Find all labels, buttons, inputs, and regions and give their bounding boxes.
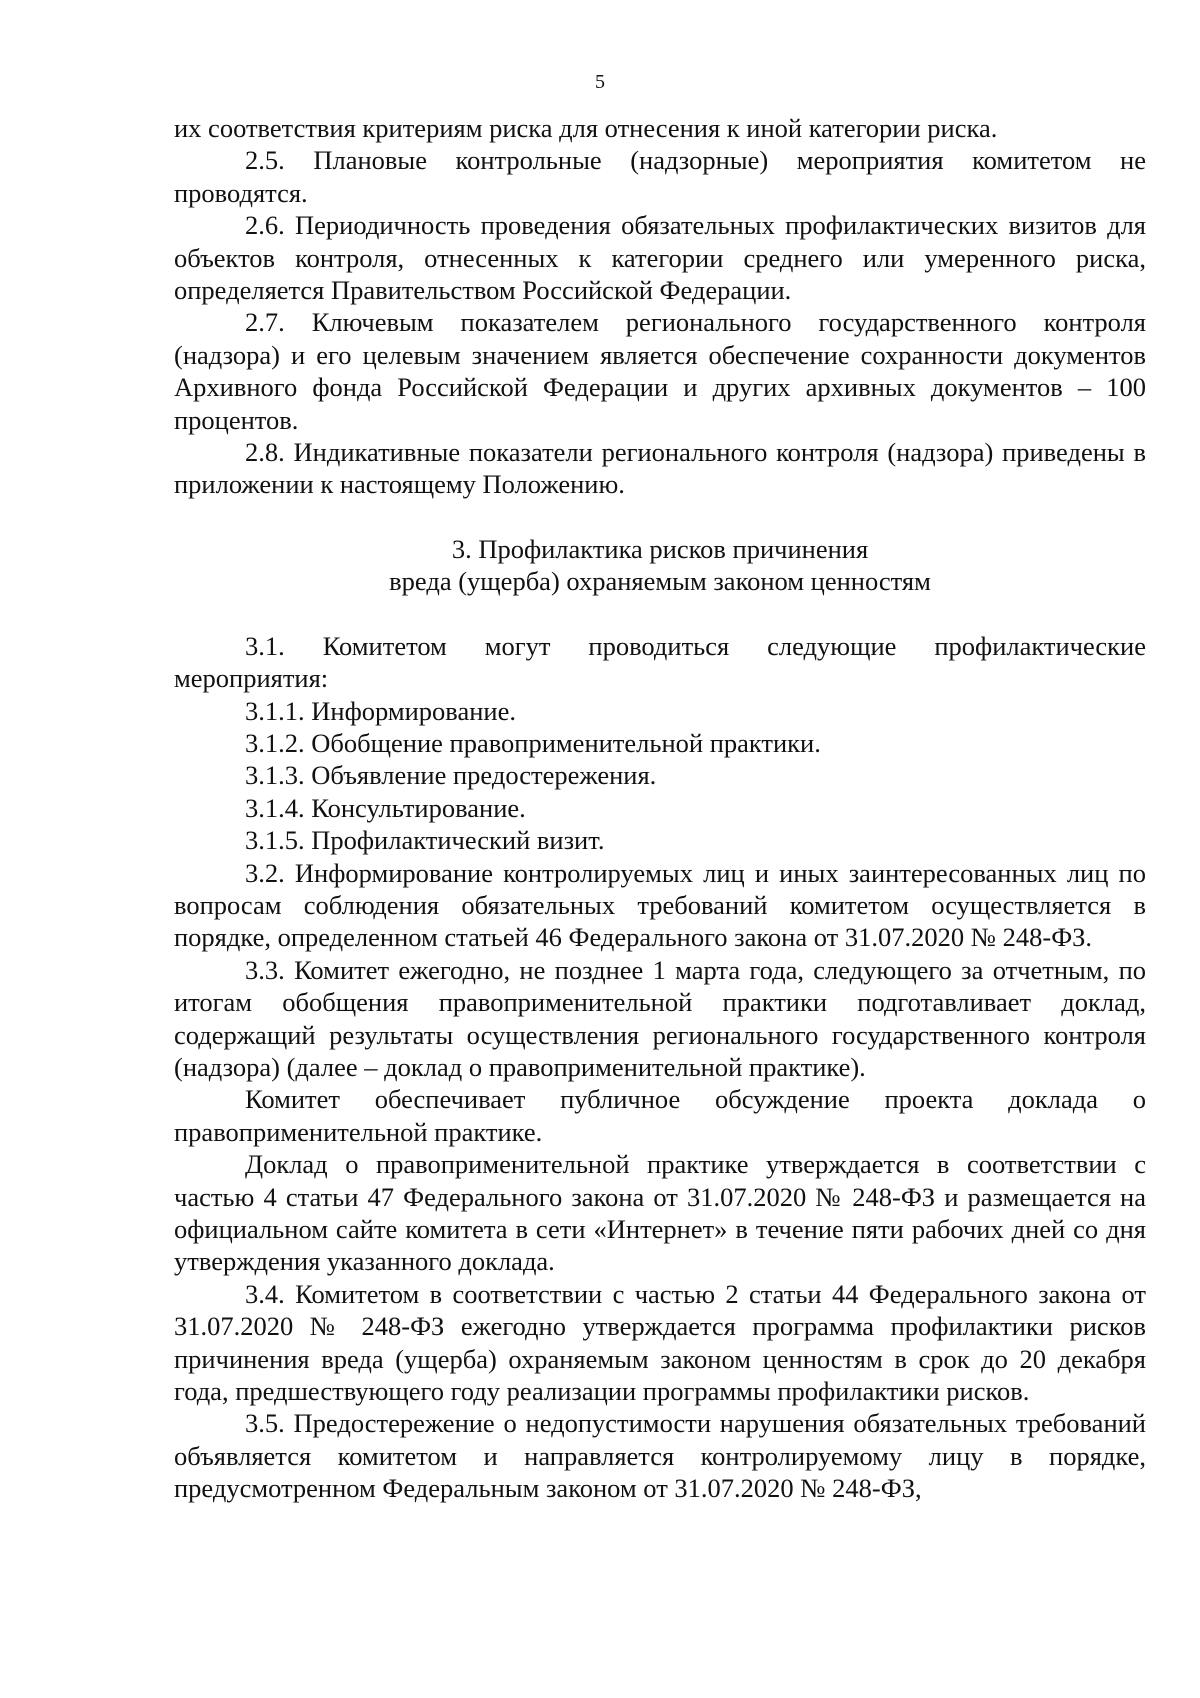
paragraph-2-7: 2.7. Ключевым показателем регионального государственного контроля (надзора) и его целевым значением является обеспечение сохранности документов Архивного фонда Российской Федерации и других архивных документов – 100 процентов. (174, 307, 1146, 435)
paragraph-3-3-public-discussion: Комитет обеспечивает публичное обсуждение проекта доклада о правоприменительной практике. (174, 1084, 1146, 1147)
paragraph-3-3: 3.3. Комитет ежегодно, не позднее 1 марта года, следующего за отчетным, по итогам обобщения правоприменительной практики подготавливает доклад, содержащий результаты осуществления регионального государственного контроля (надзора) (далее – доклад о правоприменительной практике). (174, 954, 1146, 1082)
section-heading-line1: 3. Профилактика рисков причинения (451, 533, 869, 564)
section-heading-line2: вреда (ущерба) охраняемым законом ценностям (389, 566, 931, 597)
paragraph-3-1: 3.1. Комитетом могут проводиться следующие профилактические мероприятия: (174, 630, 1146, 694)
paragraph-3-1-3: 3.1.3. Объявление предостережения. (245, 760, 657, 791)
section-3-content (174, 630, 1146, 1505)
section-heading (174, 533, 1146, 598)
paragraph-2-6: 2.6. Периодичность проведения обязательных профилактических визитов для объектов контроля, отнесенных к категории среднего или умеренного риска, определяется Правительством Российской Федерации. (174, 210, 1146, 306)
paragraph-3-1-5: 3.1.5. Профилактический визит. (245, 825, 605, 856)
paragraph-3-1-4: 3.1.4. Консультирование. (245, 792, 526, 823)
paragraph-continuation: их соответствия критериям риска для отнесения к иной категории риска. (174, 113, 998, 143)
paragraph-2-5: 2.5. Плановые контрольные (надзорные) мероприятия комитетом не проводятся. (174, 145, 1146, 208)
paragraph-3-1-1: 3.1.1. Информирование. (245, 695, 516, 726)
paragraph-3-5: 3.5. Предостережение о недопустимости нарушения обязательных требований объявляется комитетом и направляется контролируемому лицу в порядке, предусмотренном Федеральным законом от 31.07.2020 № 248-ФЗ, (174, 1408, 1146, 1504)
paragraph-3-1-2: 3.1.2. Обобщение правоприменительной практики. (245, 727, 821, 758)
paragraph-3-4: 3.4. Комитетом в соответствии с частью 2 статьи 44 Федерального закона от 31.07.2020 № 248-ФЗ ежегодно утверждается программа профилактики рисков причинения вреда (ущерба) охраняемым законом ценностям в срок до 20 декабря года, предшествующего году реализации программы профилактики рисков. (174, 1278, 1146, 1407)
paragraph-3-3-report-approval: Доклад о правоприменительной практике утверждается в соответствии с частью 4 статьи 47 Федерального закона от 31.07.2020 № 248-ФЗ и размещается на официальном сайте комитета в сети «Интернет» в течение пяти рабочих дней со дня утверждения указанного доклада. (174, 1149, 1146, 1277)
document-body (174, 112, 1146, 1505)
paragraph-2-8: 2.8. Индикативные показатели регионального контроля (надзора) приведены в приложении к настоящему Положению. (174, 437, 1146, 500)
paragraph-3-2: 3.2. Информирование контролируемых лиц и иных заинтересованных лиц по вопросам соблюдения обязательных требований комитетом осуществляется в порядке, определенном статьей 46 Федерального закона от 31.07.2020 № 248-ФЗ. (174, 857, 1146, 953)
page-number: 5 (595, 71, 605, 93)
